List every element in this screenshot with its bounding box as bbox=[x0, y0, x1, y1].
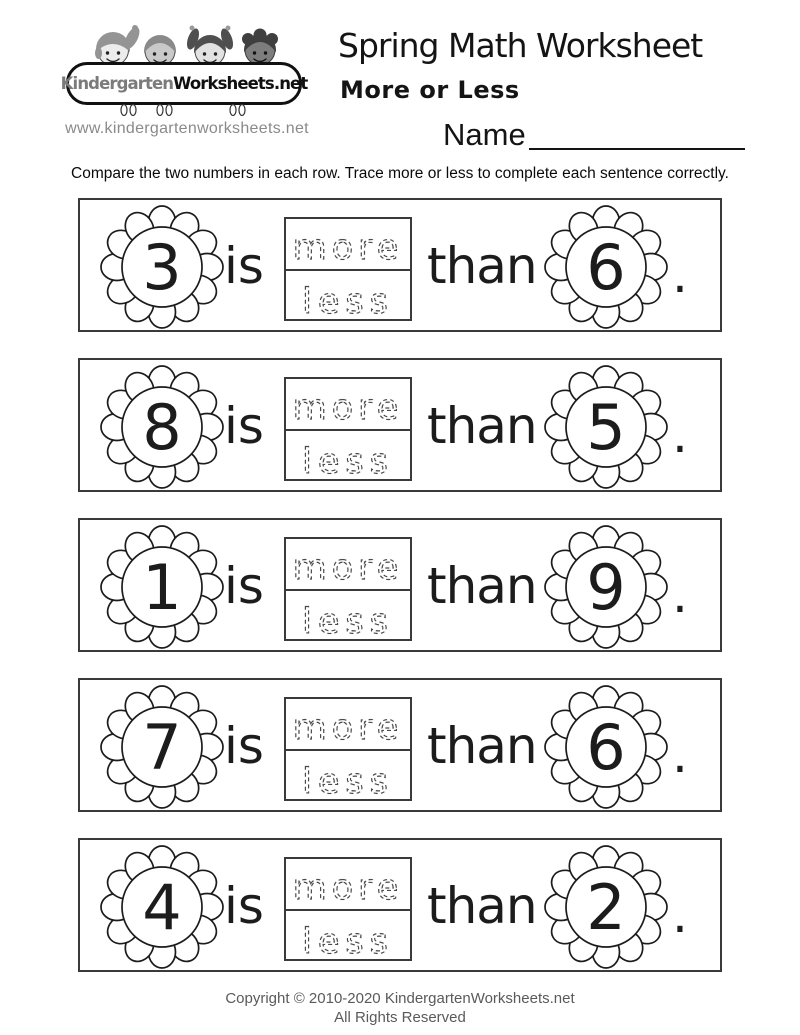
svg-text:4: 4 bbox=[142, 871, 182, 944]
flower-number-icon bbox=[100, 685, 224, 809]
page-subtitle: More or Less bbox=[340, 76, 520, 104]
exercise-row bbox=[78, 838, 722, 972]
hanging-fingers-icon bbox=[102, 104, 302, 119]
exercise-row bbox=[78, 518, 722, 652]
sentence-period: . bbox=[672, 406, 688, 464]
word-than: than bbox=[427, 877, 537, 935]
svg-text:9: 9 bbox=[586, 551, 626, 624]
trace-more-less-box[interactable] bbox=[284, 377, 412, 481]
trace-word-more[interactable] bbox=[286, 539, 410, 589]
svg-text:more: more bbox=[292, 228, 404, 268]
trace-word-more[interactable] bbox=[286, 699, 410, 749]
trace-word-less[interactable] bbox=[286, 429, 410, 479]
trace-word-less[interactable] bbox=[286, 749, 410, 799]
trace-word-more[interactable] bbox=[286, 379, 410, 429]
trace-more-less-box[interactable] bbox=[284, 857, 412, 961]
trace-more-less-box[interactable] bbox=[284, 537, 412, 641]
website-url: www.kindergartenworksheets.net bbox=[65, 120, 309, 137]
logo bbox=[62, 16, 312, 146]
svg-text:more: more bbox=[292, 868, 404, 908]
sentence-period: . bbox=[672, 886, 688, 944]
svg-text:3: 3 bbox=[142, 231, 182, 304]
name-label: Name bbox=[443, 117, 526, 152]
svg-text:more: more bbox=[292, 548, 404, 588]
svg-text:7: 7 bbox=[142, 711, 182, 784]
sentence-period: . bbox=[672, 566, 688, 624]
word-than: than bbox=[427, 237, 537, 295]
flower-number-icon bbox=[544, 205, 668, 329]
svg-text:more: more bbox=[292, 708, 404, 748]
name-write-line[interactable] bbox=[529, 110, 745, 150]
logo-sign bbox=[60, 62, 308, 105]
svg-text:6: 6 bbox=[586, 711, 626, 784]
flower-number-icon bbox=[544, 845, 668, 969]
svg-text:1: 1 bbox=[142, 551, 182, 624]
flower-number-icon bbox=[544, 525, 668, 649]
copyright-text: Copyright © 2010-2020 KindergartenWorksheets.net bbox=[225, 990, 575, 1007]
svg-text:5: 5 bbox=[586, 391, 626, 464]
svg-text:less: less bbox=[302, 762, 394, 799]
brand-suffix: Worksheets.net bbox=[173, 74, 308, 93]
word-than: than bbox=[427, 557, 537, 615]
brand-prefix: Kindergarten bbox=[60, 74, 174, 93]
trace-more-less-box[interactable] bbox=[284, 217, 412, 321]
exercise-row bbox=[78, 358, 722, 492]
flower-number-icon bbox=[100, 205, 224, 329]
word-is: is bbox=[224, 717, 264, 775]
flower-number-icon bbox=[100, 845, 224, 969]
svg-text:less: less bbox=[302, 442, 394, 479]
word-is: is bbox=[224, 237, 264, 295]
sentence-period: . bbox=[672, 246, 688, 304]
word-than: than bbox=[427, 717, 537, 775]
instructions-text: Compare the two numbers in each row. Trace more or less to complete each sentence correctly. bbox=[71, 165, 729, 182]
svg-text:less: less bbox=[302, 922, 394, 959]
sentence-period: . bbox=[672, 726, 688, 784]
svg-text:more: more bbox=[292, 388, 404, 428]
svg-text:6: 6 bbox=[586, 231, 626, 304]
rights-text: All Rights Reserved bbox=[334, 1009, 466, 1026]
flower-number-icon bbox=[544, 365, 668, 489]
flower-number-icon bbox=[544, 685, 668, 809]
word-than: than bbox=[427, 397, 537, 455]
exercise-row bbox=[78, 198, 722, 332]
svg-text:less: less bbox=[302, 282, 394, 319]
trace-word-less[interactable] bbox=[286, 909, 410, 959]
trace-word-less[interactable] bbox=[286, 269, 410, 319]
trace-more-less-box[interactable] bbox=[284, 697, 412, 801]
word-is: is bbox=[224, 397, 264, 455]
exercise-row bbox=[78, 678, 722, 812]
word-is: is bbox=[224, 557, 264, 615]
page-title: Spring Math Worksheet bbox=[338, 26, 703, 65]
trace-word-more[interactable] bbox=[286, 219, 410, 269]
svg-text:less: less bbox=[302, 602, 394, 639]
trace-word-more[interactable] bbox=[286, 859, 410, 909]
flower-number-icon bbox=[100, 365, 224, 489]
flower-number-icon bbox=[100, 525, 224, 649]
svg-text:8: 8 bbox=[142, 391, 182, 464]
trace-word-less[interactable] bbox=[286, 589, 410, 639]
word-is: is bbox=[224, 877, 264, 935]
svg-text:2: 2 bbox=[586, 871, 626, 944]
